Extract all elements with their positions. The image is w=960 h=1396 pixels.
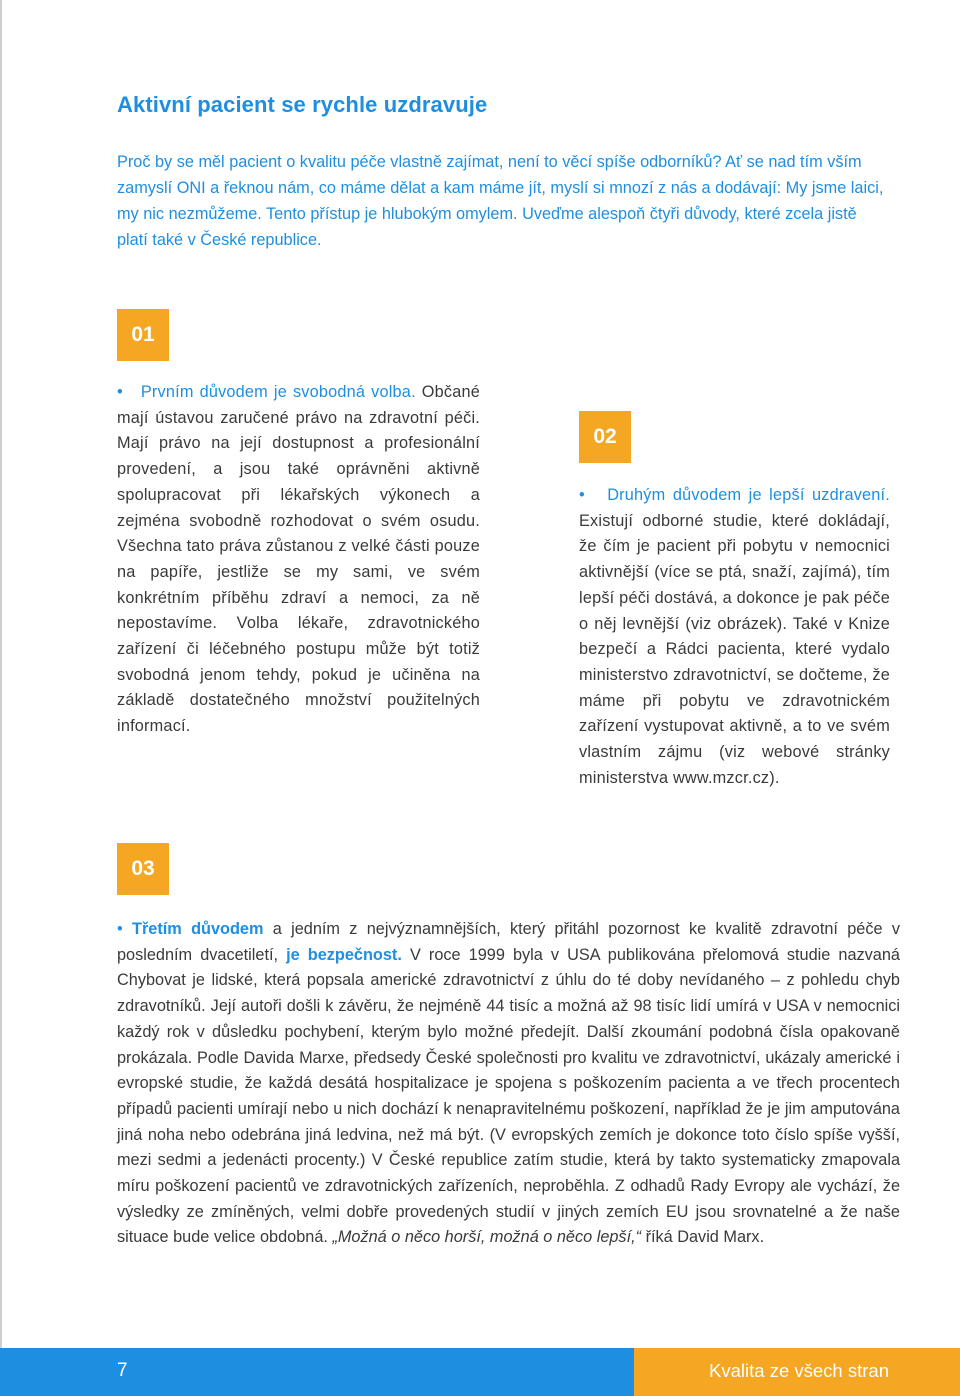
- section-number-badge-02: 02: [579, 411, 631, 463]
- page-number: 7: [117, 1360, 128, 1381]
- bullet: •: [579, 486, 585, 504]
- section-03-text-2: V roce 1999 byla v USA publikována přelomová studie nazvaná Chybovat je lidské, která popsala americké zdravotnictví z úhlu do té doby nevídaného – z pohledu chyb zdravotníků. Její autoři došli k závěru, že nejméně 44 tisíc a možná až 98 tisíc lidí umírá v USA v nemocnici každý rok v důsledku pochybení, kterým bylo možné předejít. Další zkoumání podobná čísla opakovaně prokázala. Podle Davida Marxe, předsedy České společnosti pro kvalitu ve zdravotnictví, ukázaly americké i evropské studie, že každá desátá hospitalizace je spojena s poškozením pacienta a ve třech procentech případů pacienti umírají nebo u nich dochází k nenapravitelnému poškození, například že je jim amputována jiná noha nebo odebrána jiná ledvina, než má být. (V evropských zemích je dokonce toto číslo spíše vyšší, mezi sedmi a jedenácti procenty.) V České republice zatím studie, která by takto systematicky zmapovala míru poškození pacientů ve zdravotnických zařízeních, neproběhla. Z odhadů Rady Evropy ale vychází, že výsledky ze zmíněných, velmi dobře provedených studií v jiných zemích EU jsou srovnatelné a že naše situace bude velice obdobná.: [117, 945, 900, 1247]
- section-number-badge-01: 01: [117, 309, 169, 361]
- page-title: Aktivní pacient se rychle uzdravuje: [117, 92, 488, 117]
- section-03-lead: Třetím důvodem: [132, 920, 264, 938]
- publication-title: Kvalita ze všech stran: [709, 1360, 889, 1381]
- footer-title-block: [634, 1348, 960, 1396]
- section-01-lead: Prvním důvodem je svobodná volba.: [140, 383, 416, 401]
- section-03-text-1: a jedním z nejvýznamnějších, který přitáhl pozornost ke kvalitě zdravotní péče v posledním dvacetiletí,: [117, 920, 900, 964]
- bullet: •: [117, 920, 123, 938]
- page-edge-line: [0, 0, 2, 1348]
- intro-paragraph: Proč by se měl pacient o kvalitu péče vlastně zajímat, není to věcí spíše odborníků? Ať se nad tím vším zamyslí ONI a řeknou nám, co máme dělat a kam máme jít, myslí si mnozí z nás a dodávají: My jsme laici, my nic nezmůžeme. Tento přístup je hlubokým omylem. Uveďme alespoň čtyři důvody, které zcela jistě platí také v České republice.: [117, 153, 884, 249]
- section-03-highlight: je bezpečnost.: [286, 945, 402, 964]
- footer-bar: [0, 1348, 960, 1396]
- section-number-badge-03: 03: [117, 843, 169, 895]
- section-02-lead: Druhým důvodem je lepší uzdravení.: [607, 486, 891, 504]
- section-03-text-3: říká David Marx.: [641, 1228, 765, 1247]
- section-01-text: [117, 380, 480, 740]
- section-02-text: [579, 483, 890, 791]
- section-03-text: [117, 917, 900, 1251]
- bullet: •: [117, 383, 123, 401]
- section-03-quote: „Možná o něco horší, možná o něco lepší,“: [332, 1228, 642, 1247]
- section-01-body: Občané mají ústavou zaručené právo na zdravotní péči. Mají právo na její dostupnost a profesionální provedení, a jsou také oprávněni aktivně spolupracovat při lékařských výkonech a zejména svobodně rozhodovat o svém osudu. Všechna tato práva zůstanou z velké části pouze na papíře, jestliže se my sami, ve svém konkrétním příběhu zdraví a nemoci, za ně nepostavíme. Volba lékaře, zdravotnického zařízení či léčebného postupu může být totiž svobodná jenom tehdy, pokud je učiněna na základě dostatečného množství použitelných informací.: [117, 383, 480, 736]
- section-02-body: Existují odborné studie, které dokládají, že čím je pacient při pobytu v nemocnici aktivnější (více se ptá, snaží, zajímá), tím lepší péči dostává, a dokonce je pak péče o něj levnější (viz obrázek). Také v Knize bezpečí a Rádci pacienta, které vydalo ministerstvo zdravotnictví, se dočteme, že máme při pobytu ve zdravotnickém zařízení vystupovat aktivně, a to ve svém vlastním zájmu (viz webové stránky ministerstva www.mzcr.cz).: [579, 511, 890, 787]
